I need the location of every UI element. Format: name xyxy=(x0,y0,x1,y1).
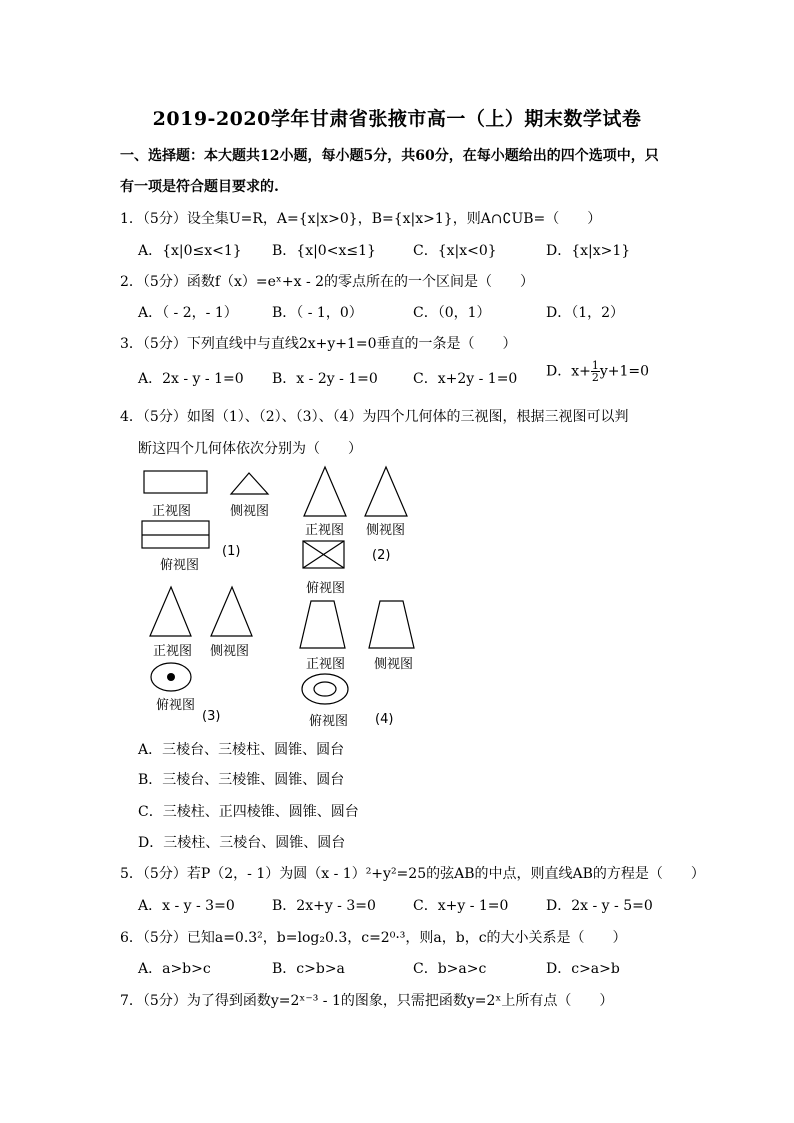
option-b: B．x - 2y - 1=0 xyxy=(272,371,378,387)
fraction: $\frac{1}{2}$ xyxy=(591,359,599,384)
question-number: 5． xyxy=(120,866,143,882)
fig3-number: (3) xyxy=(202,709,221,724)
question-5 xyxy=(120,863,705,883)
option-c: C．三棱柱、正四棱锥、圆锥、圆台 xyxy=(138,804,359,820)
option-d: D．三棱柱、三棱台、圆锥、圆台 xyxy=(138,835,346,851)
option-a: A．x - y - 3=0 xyxy=(138,898,235,914)
question-7 xyxy=(120,990,613,1010)
fig2-top-square-with-diagonals xyxy=(302,540,346,570)
fig1-top-rectangle xyxy=(141,520,211,550)
fig4-side-label: 侧视图 xyxy=(374,657,414,672)
fig4-top-concentric-circles xyxy=(300,672,350,706)
option-d: D．x+ $\frac{1}{2}$ y+1=0 xyxy=(546,359,650,384)
fig3-top-circle-with-dot xyxy=(149,661,193,693)
option-d: D．（1，2） xyxy=(546,305,625,321)
option-d: D．{x|x>1} xyxy=(546,243,631,259)
option-c: C．b>a>c xyxy=(413,961,487,977)
question-number: 1． xyxy=(120,211,143,227)
fig2-front-label: 正视图 xyxy=(305,523,345,538)
question-stem: 函数f（x）=eˣ+x - 2的零点所在的一个区间是（ ） xyxy=(186,274,535,290)
question-4 xyxy=(120,406,628,426)
question-stem: 已知a=0.3²，b=log₂0.3，c=2⁰·³，则a，b，c的大小关系是（ ） xyxy=(186,930,627,946)
fig1-top-label: 俯视图 xyxy=(160,558,200,573)
fig1-number: (1) xyxy=(222,544,241,559)
fig4-side-trapezoid xyxy=(368,600,416,650)
question-number: 7． xyxy=(120,993,143,1009)
question-score: （5分） xyxy=(142,336,187,352)
fig4-front-label: 正视图 xyxy=(306,657,346,672)
question-score: （5分） xyxy=(142,993,187,1009)
fig4-front-trapezoid xyxy=(299,600,347,650)
fig3-top-label: 俯视图 xyxy=(156,698,196,713)
question-6 xyxy=(120,927,627,947)
question-number: 6． xyxy=(120,930,143,946)
question-stem: 若P（2，- 1）为圆（x - 1）²+y²=25的弦AB的中点，则直线AB的方程是（ ） xyxy=(186,866,705,882)
option-b: B．（ - 1，0） xyxy=(272,305,363,321)
option-b: B．2x+y - 3=0 xyxy=(272,898,376,914)
fig2-top-label: 俯视图 xyxy=(306,581,346,596)
fig2-number: (2) xyxy=(372,548,391,563)
question-stem: 下列直线中与直线2x+y+1=0垂直的一条是（ ） xyxy=(186,336,517,352)
option-a: A．{x|0≤x<1} xyxy=(138,243,242,259)
fig1-front-rectangle xyxy=(143,470,209,496)
question-stem: 为了得到函数y=2ˣ⁻³ - 1的图象，只需把函数y=2ˣ上所有点（ ） xyxy=(186,993,614,1009)
option-c: C．x+2y - 1=0 xyxy=(413,371,518,387)
option-d: D．c>a>b xyxy=(546,961,620,977)
option-a: A．2x - y - 1=0 xyxy=(138,371,244,387)
fig3-front-label: 正视图 xyxy=(153,644,193,659)
fig3-side-triangle xyxy=(210,586,254,638)
question-2 xyxy=(120,271,534,291)
question-4-stem-cont: 断这四个几何体依次分别为（ ） xyxy=(138,441,362,457)
question-score: （5分） xyxy=(142,274,187,290)
question-number: 2． xyxy=(120,274,143,290)
option-a: A．a>b>c xyxy=(138,961,211,977)
page-title: 2019-2020学年甘肃省张掖市高一（上）期末数学试卷 xyxy=(152,108,642,130)
fig3-side-label: 侧视图 xyxy=(210,644,250,659)
fig2-side-triangle xyxy=(364,466,410,518)
fig1-side-label: 侧视图 xyxy=(230,504,270,519)
option-a: A．三棱台、三棱柱、圆锥、圆台 xyxy=(138,742,345,758)
option-b: B．{x|0<x≤1} xyxy=(272,243,376,259)
section-heading-line1: 一、选择题：本大题共12小题，每小题5分，共60分，在每小题给出的四个选项中，只 xyxy=(120,148,659,164)
option-a: A．（ - 2，- 1） xyxy=(138,305,238,321)
option-c: C．x+y - 1=0 xyxy=(413,898,509,914)
option-c: C．（0，1） xyxy=(413,305,491,321)
question-number: 3． xyxy=(120,336,143,352)
fig4-top-label: 俯视图 xyxy=(309,714,349,729)
question-score: （5分） xyxy=(142,930,187,946)
question-number: 4． xyxy=(120,409,143,425)
fig3-front-triangle xyxy=(149,586,193,638)
question-1 xyxy=(120,208,601,228)
option-d: D．2x - y - 5=0 xyxy=(546,898,653,914)
option-b: B．三棱台、三棱锥、圆锥、圆台 xyxy=(138,772,345,788)
section-heading-line2: 有一项是符合题目要求的. xyxy=(120,179,279,195)
option-b: B．c>b>a xyxy=(272,961,345,977)
question-stem: 设全集U=R，A={x|x>0}，B={x|x>1}，则A∩∁UB=（ ） xyxy=(186,211,602,227)
fig1-side-triangle xyxy=(230,472,270,496)
option-c: C．{x|x<0} xyxy=(413,243,497,259)
fig1-front-label: 正视图 xyxy=(152,504,192,519)
fig4-number: (4) xyxy=(375,712,394,727)
question-score: （5分） xyxy=(142,866,187,882)
question-3 xyxy=(120,333,517,353)
fig2-front-triangle xyxy=(303,466,349,518)
question-stem: 如图（1）、（2）、（3）、（4）为四个几何体的三视图，根据三视图可以判 xyxy=(186,409,629,425)
fig2-side-label: 侧视图 xyxy=(366,523,406,538)
question-score: （5分） xyxy=(142,409,187,425)
question-score: （5分） xyxy=(142,211,187,227)
